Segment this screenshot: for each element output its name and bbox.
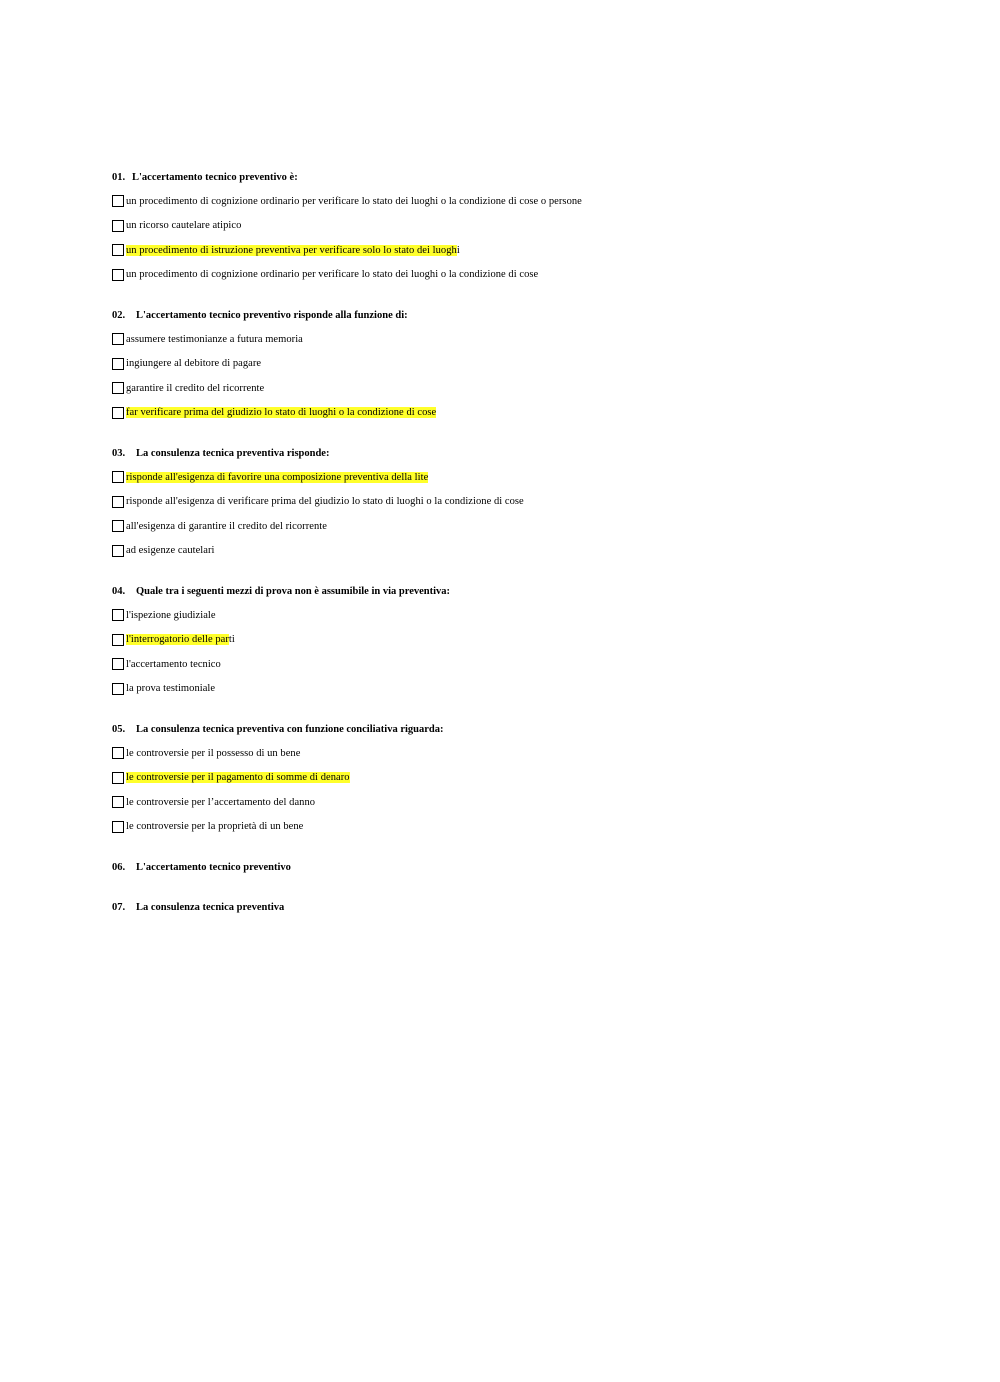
answer-options xyxy=(112,465,932,563)
checkbox-icon[interactable] xyxy=(112,195,124,207)
question-title xyxy=(112,723,932,737)
checkbox-icon[interactable] xyxy=(112,796,124,808)
answer-text xyxy=(126,244,460,257)
quiz-document xyxy=(112,171,932,941)
answer-text xyxy=(126,747,300,760)
answer-text xyxy=(126,796,315,809)
highlighted-answer: l'interrogatorio delle par xyxy=(126,634,229,646)
question-title xyxy=(112,447,932,461)
answer-label-tail: i xyxy=(456,244,460,256)
checkbox-icon[interactable] xyxy=(112,220,124,232)
question-2 xyxy=(112,309,932,425)
answer-option[interactable] xyxy=(112,189,932,214)
question-number: 07. xyxy=(112,902,126,913)
answer-text xyxy=(126,268,538,281)
answer-option[interactable] xyxy=(112,214,932,239)
answer-label-tail: ti xyxy=(228,634,235,646)
question-3 xyxy=(112,447,932,563)
question-text: L'accertamento tecnico preventivo risponde alla funzione di: xyxy=(136,310,408,321)
checkbox-icon[interactable] xyxy=(112,609,124,621)
question-1 xyxy=(112,171,932,287)
question-text: La consulenza tecnica preventiva con funzione conciliativa riguarda: xyxy=(136,724,444,735)
checkbox-icon[interactable] xyxy=(112,382,124,394)
answer-label: l'accertamento tecnico xyxy=(126,658,221,670)
question-text: La consulenza tecnica preventiva risponde: xyxy=(136,448,330,459)
question-text: La consulenza tecnica preventiva xyxy=(136,902,285,913)
highlighted-answer: le controversie per il pagamento di somme di denaro xyxy=(126,772,350,784)
answer-text xyxy=(126,195,582,208)
question-title xyxy=(112,901,932,915)
answer-label: l'ispezione giudiziale xyxy=(126,609,216,621)
answer-option[interactable] xyxy=(112,652,932,677)
question-6 xyxy=(112,861,932,875)
question-number: 06. xyxy=(112,862,126,873)
answer-options xyxy=(112,741,932,839)
answer-option[interactable] xyxy=(112,376,932,401)
question-number: 04. xyxy=(112,586,126,597)
question-number: 03. xyxy=(112,448,126,459)
question-title xyxy=(112,309,932,323)
question-title xyxy=(112,171,932,185)
checkbox-icon[interactable] xyxy=(112,358,124,370)
checkbox-icon[interactable] xyxy=(112,545,124,557)
question-5 xyxy=(112,723,932,839)
checkbox-icon[interactable] xyxy=(112,658,124,670)
answer-label: all'esigenza di garantire il credito del ricorrente xyxy=(126,520,327,532)
answer-option[interactable] xyxy=(112,677,932,702)
answer-label: ad esigenze cautelari xyxy=(126,545,215,557)
answer-text xyxy=(126,820,303,833)
answer-text xyxy=(126,609,216,622)
checkbox-icon[interactable] xyxy=(112,496,124,508)
checkbox-icon[interactable] xyxy=(112,747,124,759)
checkbox-icon[interactable] xyxy=(112,520,124,532)
highlighted-answer: risponde all'esigenza di favorire una composizione preventiva della lite xyxy=(126,471,429,483)
checkbox-icon[interactable] xyxy=(112,407,124,419)
answer-text xyxy=(126,633,235,646)
question-title xyxy=(112,585,932,599)
checkbox-icon[interactable] xyxy=(112,471,124,483)
answer-option[interactable] xyxy=(112,465,932,490)
answer-option[interactable] xyxy=(112,741,932,766)
checkbox-icon[interactable] xyxy=(112,269,124,281)
question-4 xyxy=(112,585,932,701)
checkbox-icon[interactable] xyxy=(112,244,124,256)
question-number: 02. xyxy=(112,310,126,321)
question-title xyxy=(112,861,932,875)
answer-text xyxy=(126,471,428,484)
highlighted-answer: far verificare prima del giudizio lo stato di luoghi o la condizione di cose xyxy=(126,407,437,419)
highlighted-answer: un procedimento di istruzione preventiva per verificare solo lo stato dei luogh xyxy=(126,244,457,256)
answer-text xyxy=(126,658,221,671)
checkbox-icon[interactable] xyxy=(112,821,124,833)
answer-option[interactable] xyxy=(112,514,932,539)
checkbox-icon[interactable] xyxy=(112,772,124,784)
question-number: 05. xyxy=(112,724,126,735)
answer-option[interactable] xyxy=(112,263,932,288)
answer-label: un procedimento di cognizione ordinario per verificare lo stato dei luoghi o la condizione di cose o persone xyxy=(126,195,582,207)
answer-text xyxy=(126,357,261,370)
answer-options xyxy=(112,189,932,287)
answer-options xyxy=(112,603,932,701)
answer-label: ingiungere al debitore di pagare xyxy=(126,358,262,370)
answer-label: assumere testimonianze a futura memoria xyxy=(126,333,303,345)
answer-text xyxy=(126,333,303,346)
answer-option[interactable] xyxy=(112,603,932,628)
question-7 xyxy=(112,901,932,915)
answer-option[interactable] xyxy=(112,539,932,564)
answer-options xyxy=(112,327,932,425)
answer-text xyxy=(126,406,436,419)
answer-label: le controversie per la proprietà di un bene xyxy=(126,821,304,833)
answer-option[interactable] xyxy=(112,327,932,352)
answer-label: un procedimento di cognizione ordinario per verificare lo stato dei luoghi o la condizione di cose xyxy=(126,269,539,281)
answer-text xyxy=(126,495,524,508)
answer-text xyxy=(126,682,215,695)
answer-label: le controversie per il possesso di un bene xyxy=(126,747,301,759)
answer-label: garantire il credito del ricorrente xyxy=(126,382,265,394)
answer-text xyxy=(126,771,350,784)
answer-text xyxy=(126,219,241,232)
checkbox-icon[interactable] xyxy=(112,333,124,345)
checkbox-icon[interactable] xyxy=(112,634,124,646)
question-text: L'accertamento tecnico preventivo è: xyxy=(132,172,298,183)
answer-option[interactable] xyxy=(112,628,932,653)
answer-option[interactable] xyxy=(112,790,932,815)
answer-option[interactable] xyxy=(112,490,932,515)
answer-option[interactable] xyxy=(112,766,932,791)
answer-option[interactable] xyxy=(112,238,932,263)
question-text: L'accertamento tecnico preventivo xyxy=(136,862,291,873)
answer-text xyxy=(126,544,215,557)
question-number: 01. xyxy=(112,172,126,183)
answer-text xyxy=(126,520,327,533)
answer-option[interactable] xyxy=(112,352,932,377)
answer-option[interactable] xyxy=(112,815,932,840)
answer-label: risponde all'esigenza di verificare prima del giudizio lo stato di luoghi o la condizione di cose xyxy=(126,496,524,508)
answer-label: le controversie per l’accertamento del danno xyxy=(126,796,316,808)
answer-text xyxy=(126,382,264,395)
answer-label: un ricorso cautelare atipico xyxy=(126,220,242,232)
answer-label: la prova testimoniale xyxy=(126,683,216,695)
question-text: Quale tra i seguenti mezzi di prova non è assumibile in via preventiva: xyxy=(136,586,451,597)
checkbox-icon[interactable] xyxy=(112,683,124,695)
answer-option[interactable] xyxy=(112,401,932,426)
